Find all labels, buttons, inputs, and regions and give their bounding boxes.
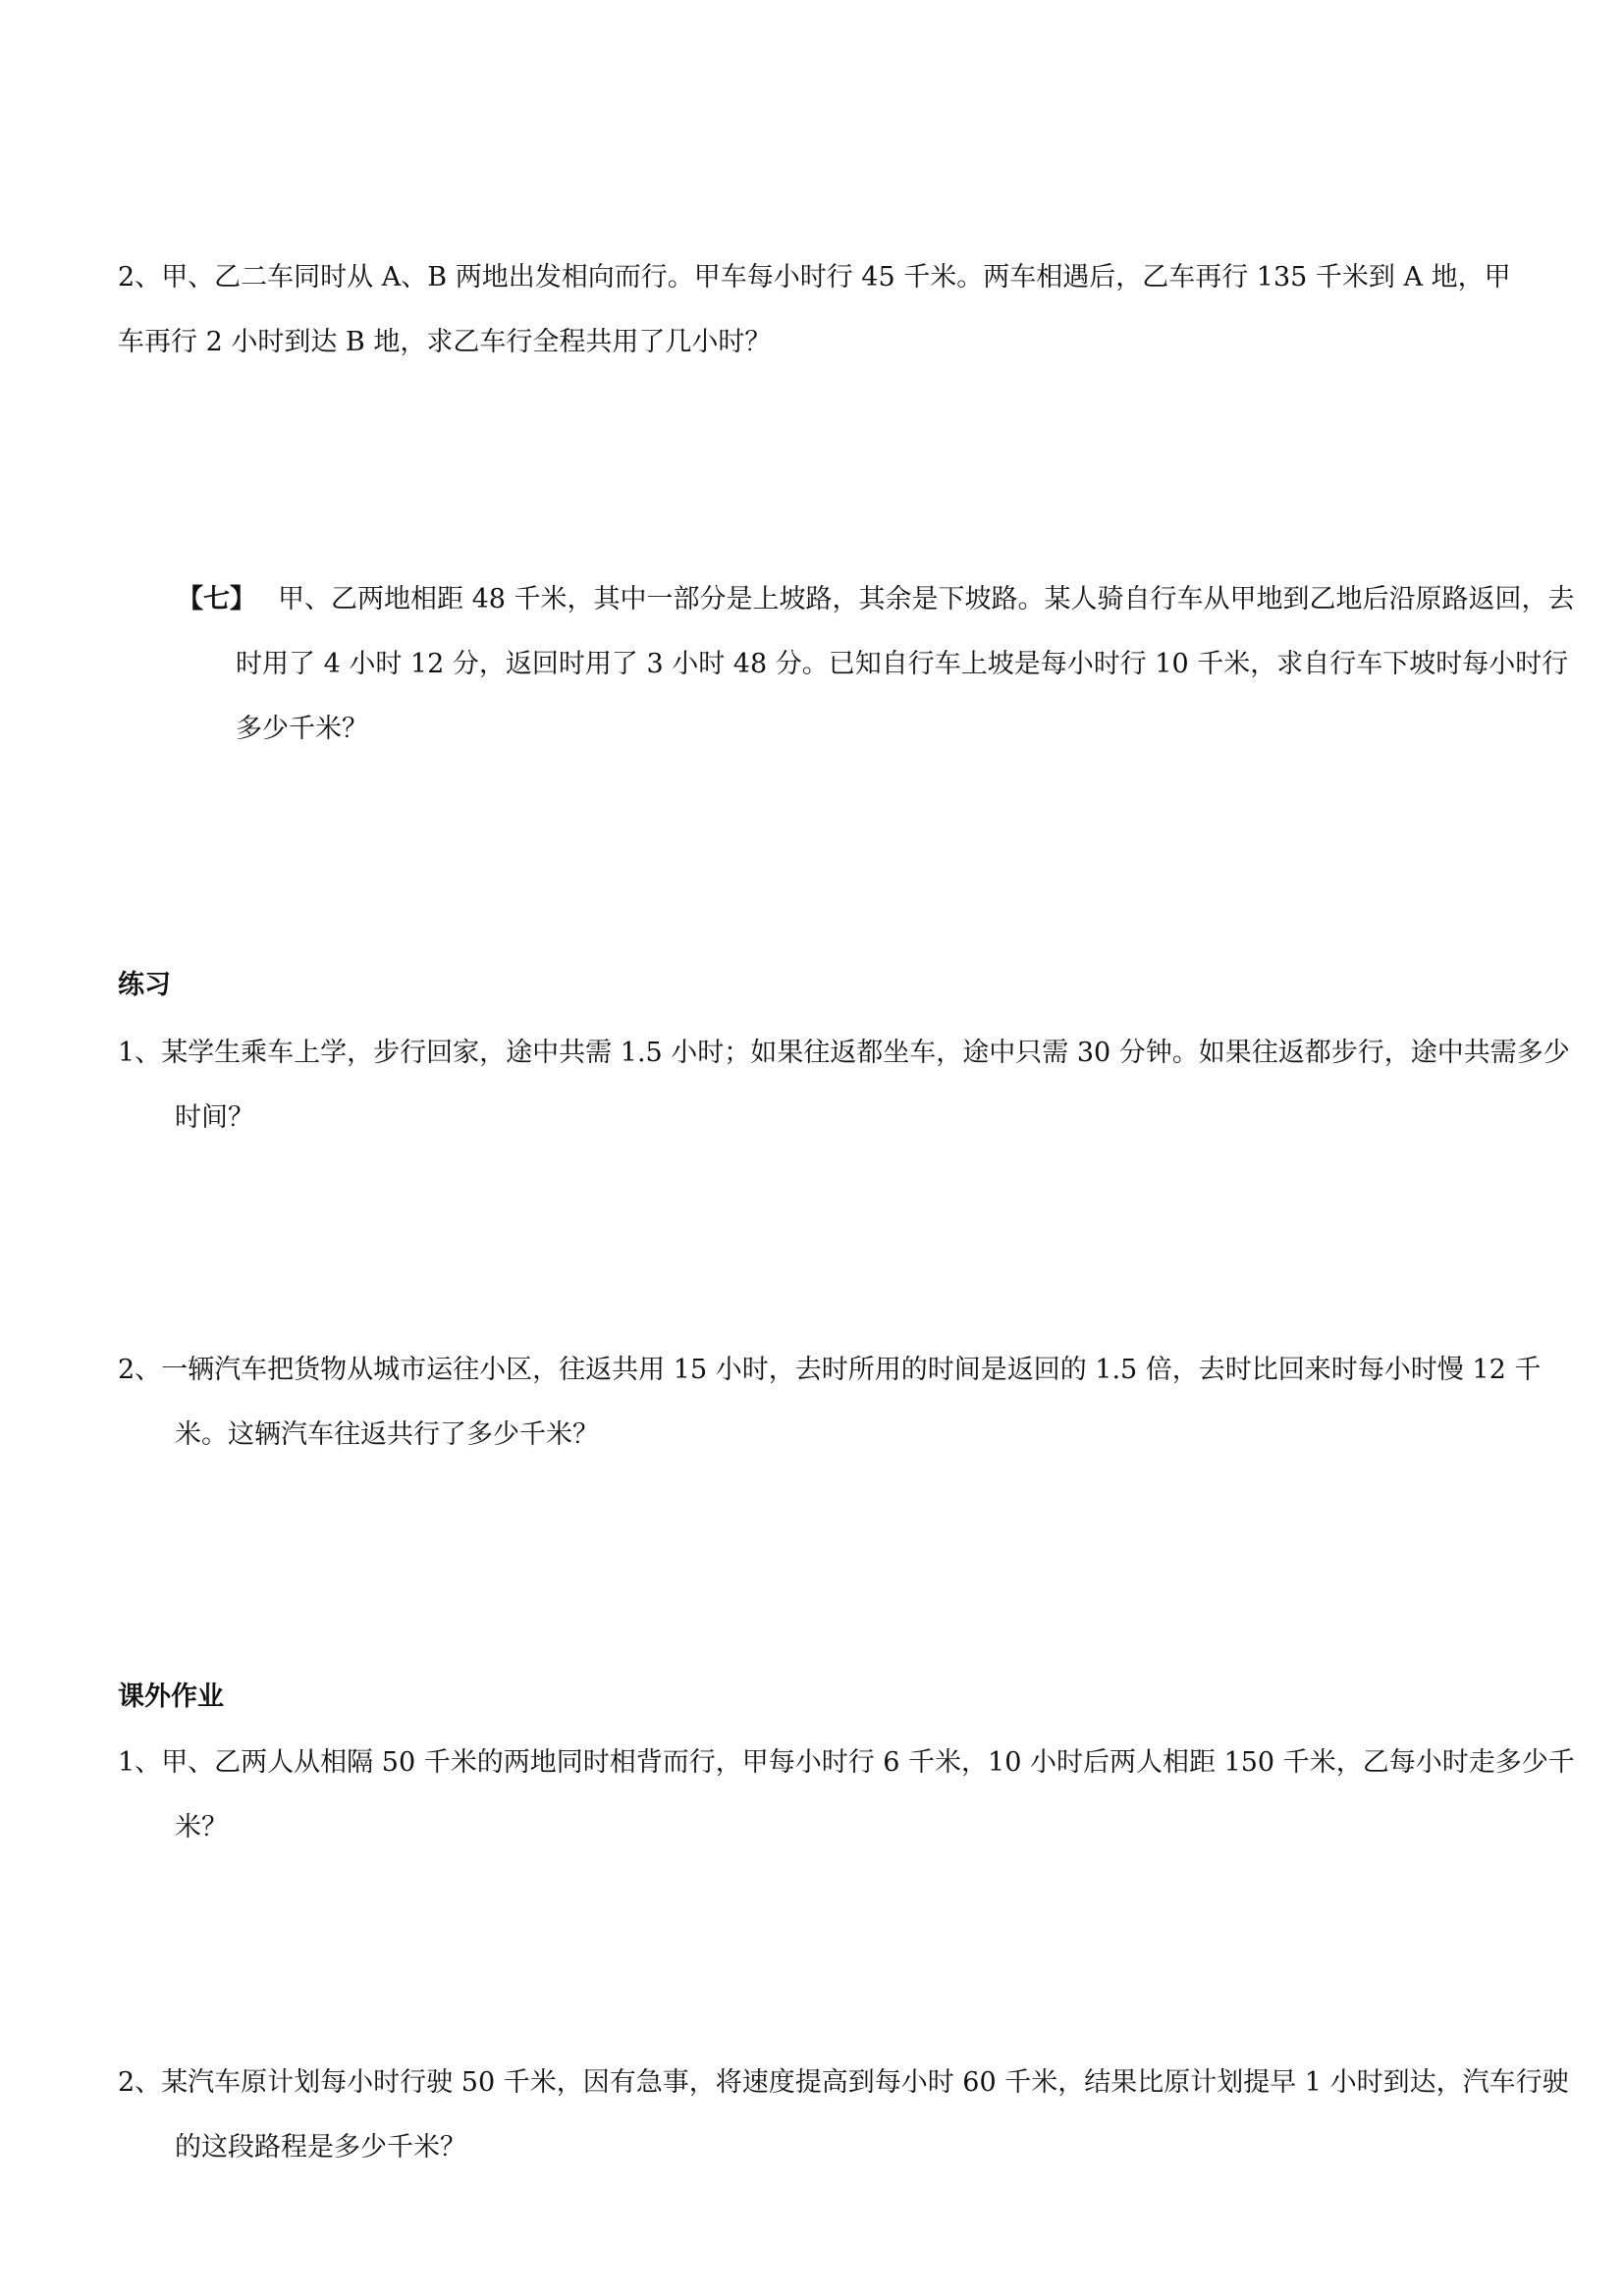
practice-item-1-number: 1、 bbox=[118, 1038, 162, 1068]
homework-heading: 课外作业 bbox=[118, 1682, 224, 1712]
homework-item-2 bbox=[118, 2051, 1581, 2180]
practice-item-2-number: 2、 bbox=[118, 1355, 162, 1385]
practice-heading: 练习 bbox=[118, 970, 171, 1000]
practice-item-2 bbox=[118, 1338, 1581, 1468]
practice-item-2-text: 一辆汽车把货物从城市运往小区，往返共用 15 小时，去时所用的时间是返回的 1.5 倍，去时比回来时每小时慢 12 千米。这辆汽车往返共行了多少千米？ bbox=[161, 1355, 1542, 1450]
homework-item-1-number: 1、 bbox=[118, 1747, 162, 1778]
practice-item-1 bbox=[118, 1021, 1581, 1150]
homework-item-2-number: 2、 bbox=[118, 2067, 162, 2098]
example-7 bbox=[177, 567, 1583, 762]
problem-2-text: 甲、乙二车同时从 A、B 两地出发相向而行。甲车每小时行 45 千米。两车相遇后，乙车再行 135 千米到 A 地，甲车再行 2 小时到达 B 地，求乙车行全程共用了几小时？ bbox=[118, 262, 1511, 357]
homework-item-2-text: 某汽车原计划每小时行驶 50 千米，因有急事，将速度提高到每小时 60 千米，结果比原计划提早 1 小时到达，汽车行驶的这段路程是多少千米？ bbox=[161, 2067, 1569, 2163]
example-7-text: 甲、乙两地相距 48 千米，其中一部分是上坡路，其余是下坡路。某人骑自行车从甲地到乙地后沿原路返回，去时用了 4 小时 12 分，返回时用了 3 小时 48 分。已知自行车上坡是每小时行 10 千米，求自行车下坡时每小时行多少千米？ bbox=[236, 584, 1575, 744]
homework-item-1-text: 甲、乙两人从相隔 50 千米的两地同时相背而行，甲每小时行 6 千米，10 小时后两人相距 150 千米，乙每小时走多少千米？ bbox=[161, 1747, 1575, 1842]
practice-item-1-text: 某学生乘车上学，步行回家，途中共需 1.5 小时；如果往返都坐车，途中只需 30 分钟。如果往返都步行，途中共需多少时间？ bbox=[161, 1038, 1570, 1133]
problem-2 bbox=[118, 245, 1524, 375]
example-7-tag: 【七】 bbox=[177, 584, 256, 614]
homework-item-1 bbox=[118, 1731, 1581, 1860]
problem-2-number: 2、 bbox=[118, 262, 162, 293]
